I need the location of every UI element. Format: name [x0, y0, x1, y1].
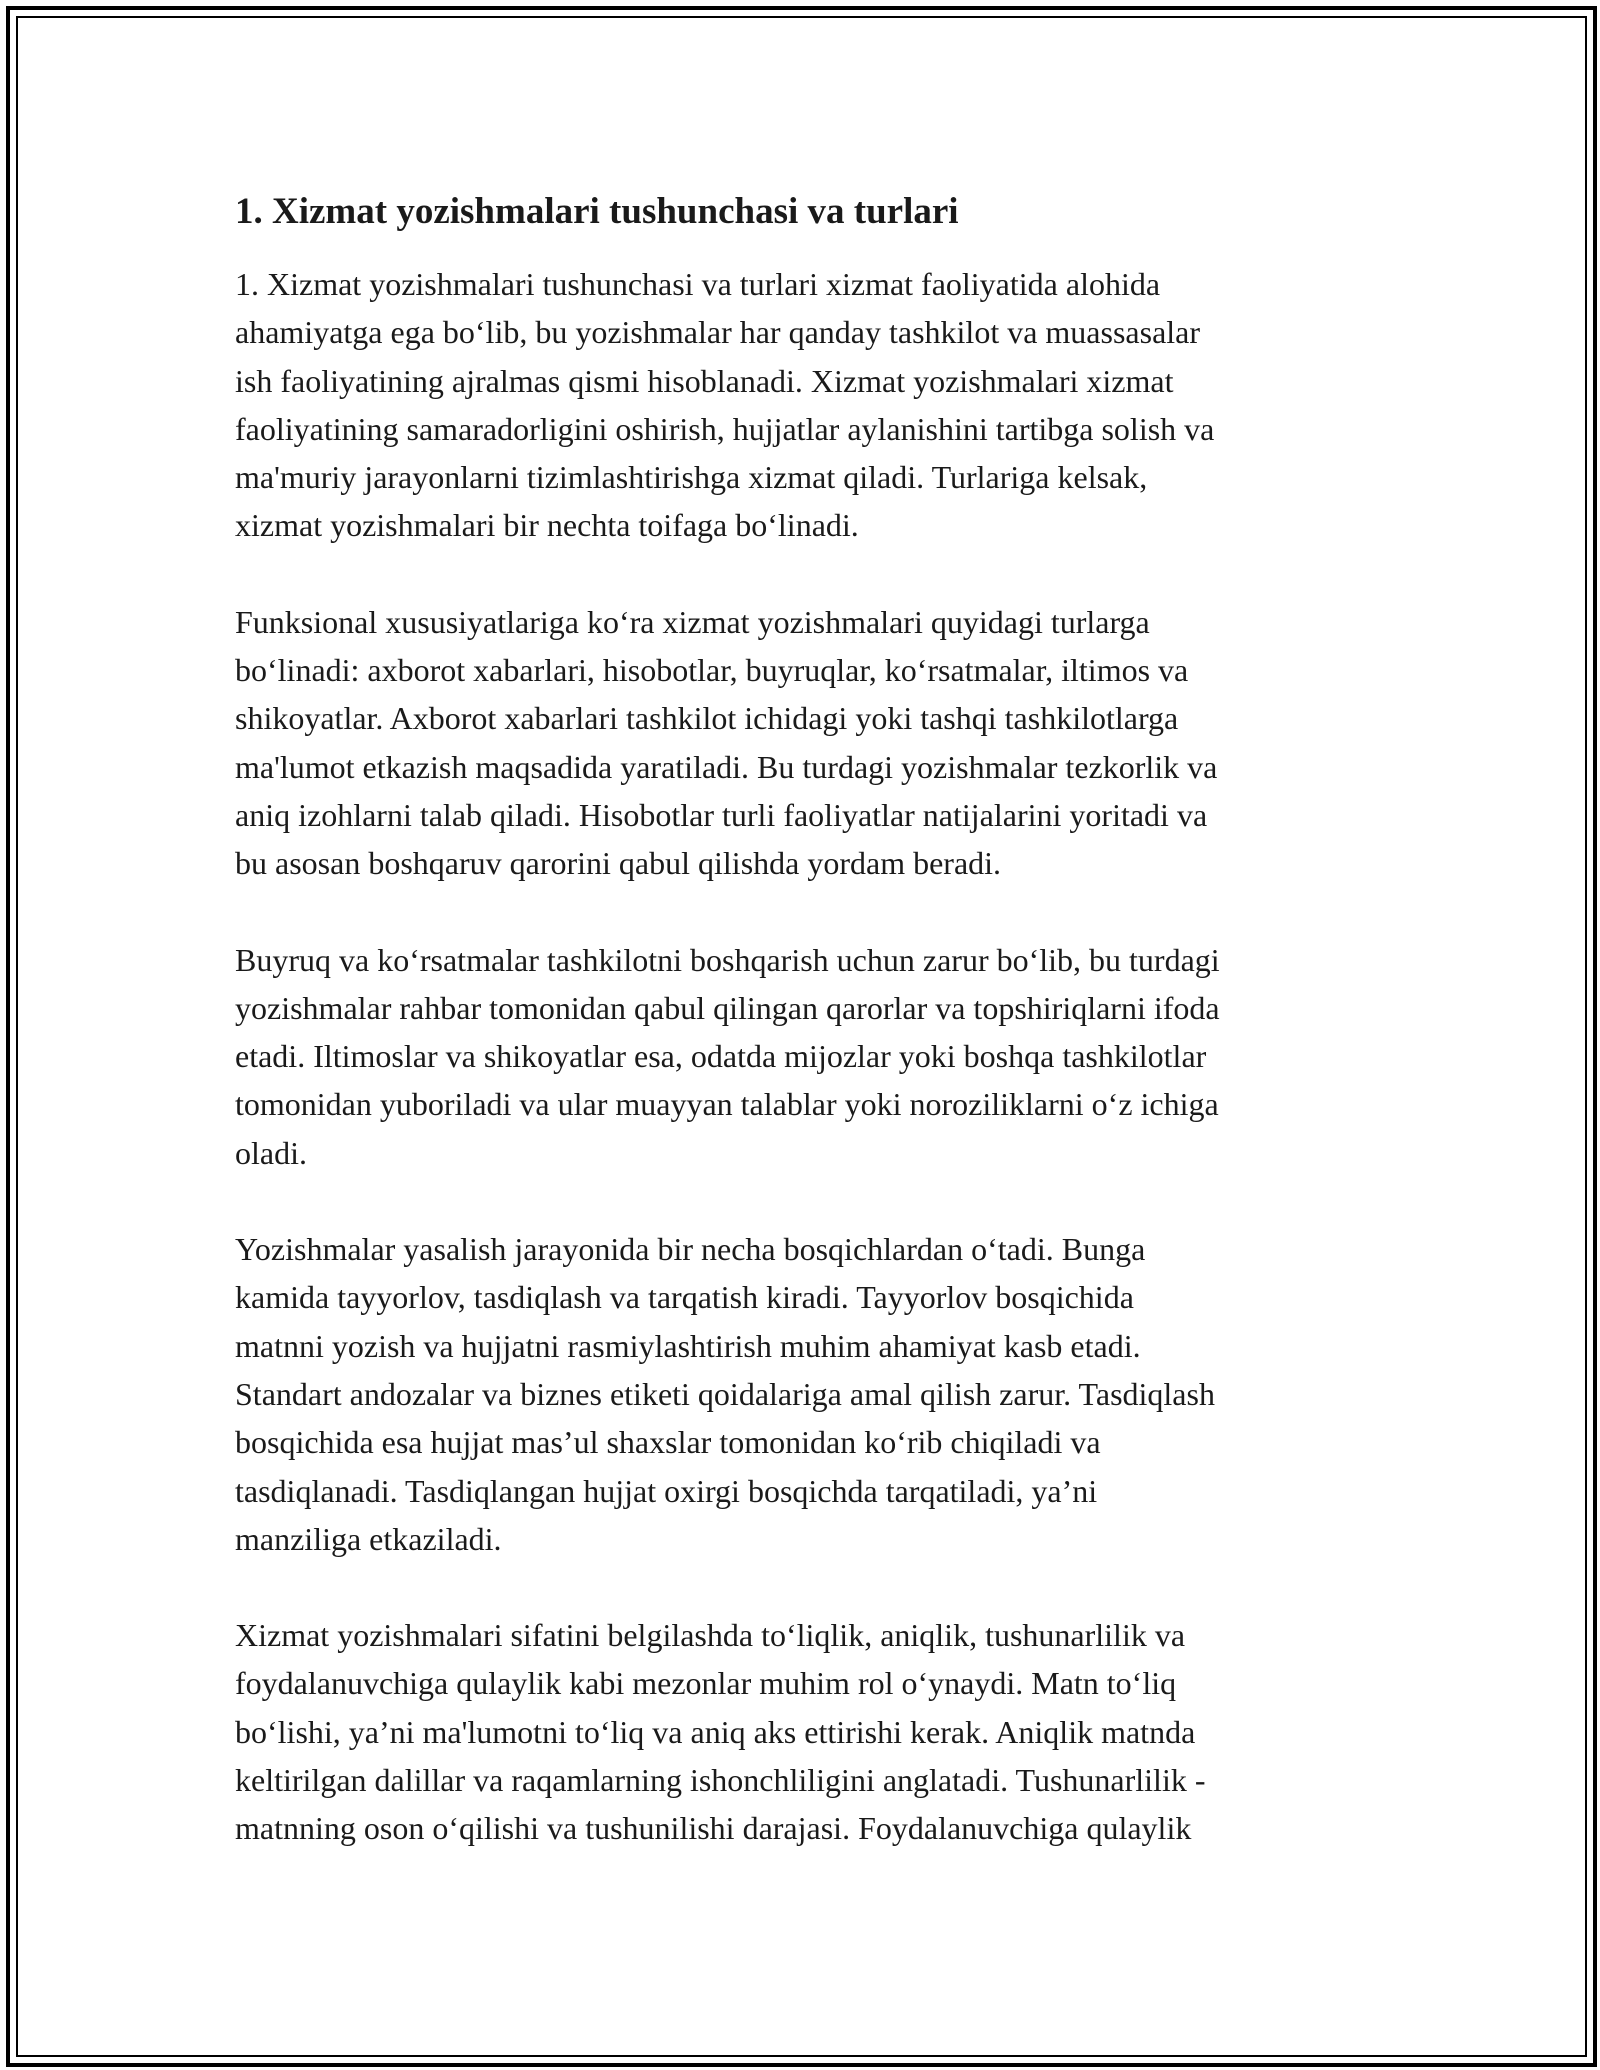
text-line: etadi. Iltimoslar va shikoyatlar esa, odatda mijozlar yoki boshqa tashkilotlar: [235, 1038, 1207, 1075]
document-title: 1. Xizmat yozishmalari tushunchasi va turlari: [235, 191, 959, 232]
text-line: Funksional xususiyatlariga ko‘ra xizmat yozishmalari quyidagi turlarga: [235, 603, 1150, 640]
text-line: xizmat yozishmalari bir nechta toifaga bo‘linadi.: [235, 507, 859, 544]
text-line: ma'muriy jarayonlarni tizimlashtirishga xizmat qiladi. Turlariga kelsak,: [235, 459, 1148, 496]
text-line: faoliyatining samaradorligini oshirish, hujjatlar aylanishini tartibga solish va: [235, 410, 1215, 447]
text-line: ahamiyatga ega bo‘lib, bu yozishmalar har qanday tashkilot va muassasalar: [235, 314, 1201, 351]
text-line: tomonidan yuboriladi va ular muayyan talablar yoki noroziliklarni o‘z ichiga: [235, 1086, 1219, 1123]
text-line: keltirilgan dalillar va raqamlarning ishonchliligini anglatadi. Tushunarlilik -: [235, 1762, 1206, 1799]
document-page: [235, 186, 1375, 1901]
text-line: manziliga etkaziladi.: [235, 1520, 502, 1557]
text-line: kamida tayyorlov, tasdiqlash va tarqatish kiradi. Tayyorlov bosqichida: [235, 1279, 1134, 1316]
text-line: Standart andozalar va biznes etiketi qoidalariga amal qilish zarur. Tasdiqlash: [235, 1375, 1215, 1412]
text-line: ma'lumot etkazish maqsadida yaratiladi. Bu turdagi yozishmalar tezkorlik va: [235, 748, 1218, 785]
paragraph-3: [235, 936, 1375, 1177]
paragraph-2: [235, 598, 1375, 888]
paragraph-1: [235, 260, 1375, 550]
text-line: shikoyatlar. Axborot xabarlari tashkilot ichidagi yoki tashqi tashkilotlarga: [235, 700, 1179, 737]
text-line: bu asosan boshqaruv qarorini qabul qilishda yordam beradi.: [235, 845, 1002, 882]
text-line: matnning oson o‘qilishi va tushunilishi darajasi. Foydalanuvchiga qulaylik: [235, 1810, 1192, 1847]
text-line: tasdiqlanadi. Tasdiqlangan hujjat oxirgi bosqichda tarqatiladi, ya’ni: [235, 1472, 1098, 1509]
text-line: matnni yozish va hujjatni rasmiylashtirish muhim ahamiyat kasb etadi.: [235, 1327, 1141, 1364]
text-line: oladi.: [235, 1134, 307, 1171]
text-line: ish faoliyatining ajralmas qismi hisoblanadi. Xizmat yozishmalari xizmat: [235, 362, 1174, 399]
text-line: Xizmat yozishmalari sifatini belgilashda to‘liqlik, aniqlik, tushunarlilik va: [235, 1617, 1186, 1654]
text-line: bo‘lishi, ya’ni ma'lumotni to‘liq va aniq aks ettirishi kerak. Aniqlik matnda: [235, 1713, 1196, 1750]
text-line: foydalanuvchiga qulaylik kabi mezonlar muhim rol o‘ynaydi. Matn to‘liq: [235, 1665, 1177, 1702]
text-line: aniq izohlarni talab qiladi. Hisobotlar turli faoliyatlar natijalarini yoritadi va: [235, 796, 1208, 833]
text-line: bosqichida esa hujjat mas’ul shaxslar tomonidan ko‘rib chiqiladi va: [235, 1424, 1101, 1461]
paragraph-5: [235, 1611, 1375, 1852]
paragraph-4: [235, 1225, 1375, 1563]
text-line: yozishmalar rahbar tomonidan qabul qilingan qarorlar va topshiriqlarni ifoda: [235, 989, 1220, 1026]
text-line: bo‘linadi: axborot xabarlari, hisobotlar, buyruqlar, ko‘rsatmalar, iltimos va: [235, 652, 1189, 689]
text-line: Yozishmalar yasalish jarayonida bir necha bosqichlardan o‘tadi. Bunga: [235, 1231, 1146, 1268]
text-line: Buyruq va ko‘rsatmalar tashkilotni boshqarish uchun zarur bo‘lib, bu turdagi: [235, 941, 1220, 978]
text-line: 1. Xizmat yozishmalari tushunchasi va turlari xizmat faoliyatida alohida: [235, 266, 1161, 302]
